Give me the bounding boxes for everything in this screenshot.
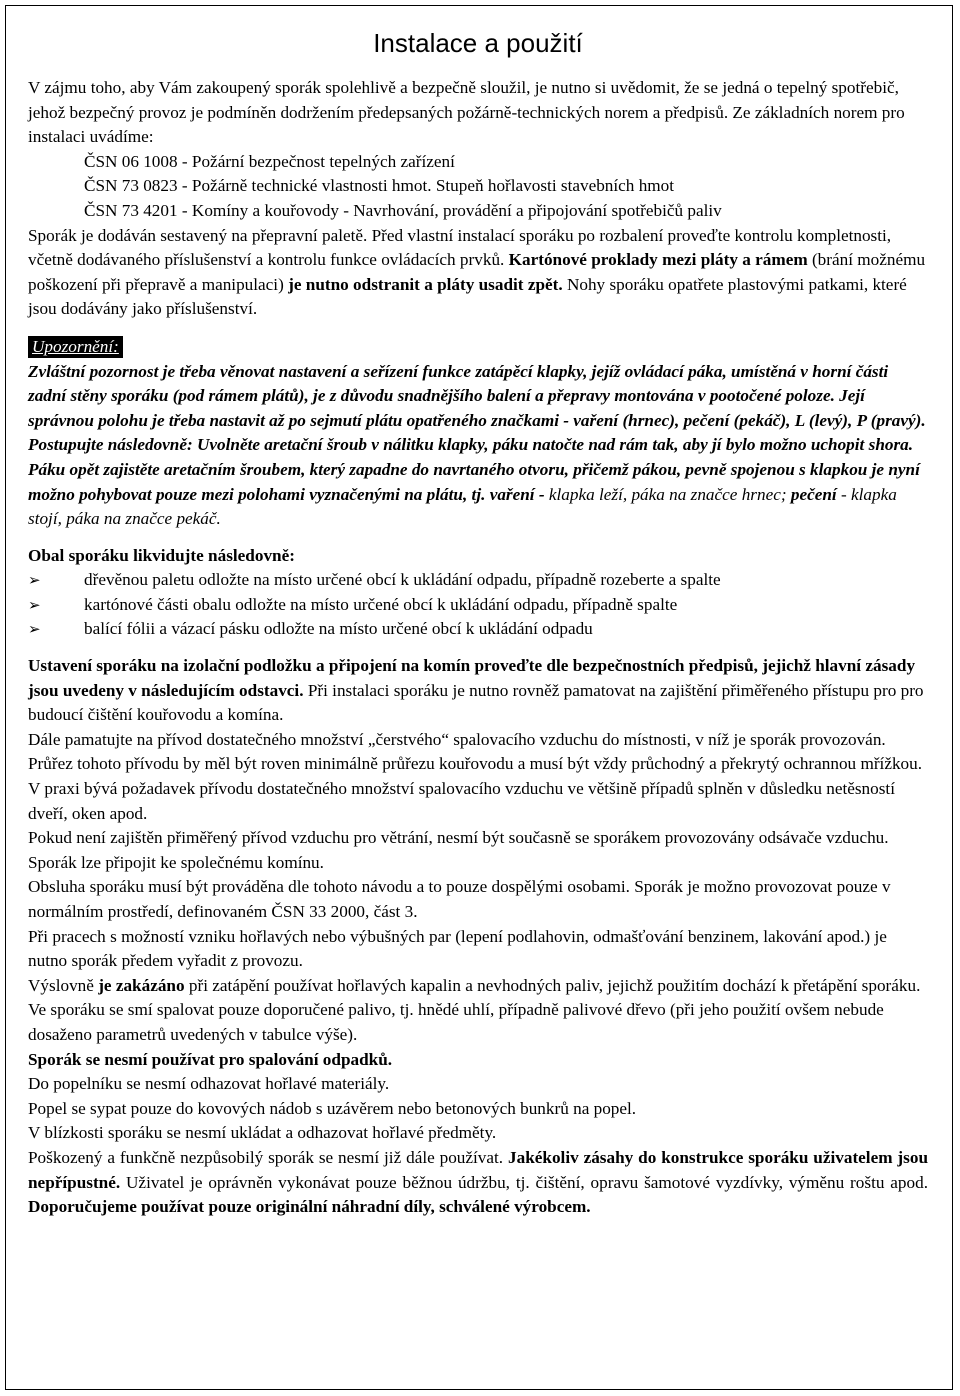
list-item-text: kartónové části obalu odložte na místo určené obcí k ukládání odpadu, případně spalte — [84, 594, 678, 614]
forbidden-text: při zatápění používat hořlavých kapalin a nevhodných paliv, jejichž použitím dochází k přetápění sporáku. — [184, 975, 921, 995]
delivery-text: Nohy sporáku opatřete plastovými patkami, které jsou dodávány jako příslušenství. — [28, 274, 907, 319]
operation-paragraph: Obsluha sporáku musí být prováděna dle tohoto návodu a to pouze dospělými osobami. Sporák je možno provozovat pouze v normálním prostředí, definovaném ČSN 33 2000, část 3. — [28, 877, 891, 921]
delivery-text: (brání možnému poškození při přepravě a manipulaci) — [28, 250, 926, 294]
forbidden-paragraph — [28, 974, 928, 999]
installation-lead — [28, 654, 928, 728]
vapors-paragraph: Při pracech s možností vzniku hořlavých nebo výbušných par (lepení podlahovin, odmašťování benzinem, lakování apod.) je nutno sporák předem vyřadit z provozu. — [28, 926, 887, 971]
page-title: Instalace a použití — [373, 28, 583, 58]
warning-text: klapka leží, páka na značce hrnec; — [544, 484, 791, 504]
intro-paragraph: V zájmu toho, aby Vám zakoupený sporák spolehlivě a bezpečně sloužil, je nutno si uvědomit, že se jedná o tepelný spotřebič, jehož bezpečný provoz je podmíněn dodržením předepsaných požárně-technických norem a předpisů. Ze základních norem pro instalaci uvádíme: — [28, 78, 905, 147]
installation-lead-text: Při instalaci sporáku je nutno rovněž pamatovat na zajištění přiměřeného přístupu pro pro budoucí čištění kouřovodu a komína. — [28, 680, 924, 725]
final-text: Poškozený a funkčně nezpůsobilý sporák se nesmí již dále používat. — [28, 1147, 509, 1167]
delivery-paragraph — [28, 224, 928, 322]
warning-text: Zvláštní pozornost je třeba věnovat nastavení a seřízení funkce zatápěcí klapky, jejíž ovládací páka, umístěná v horní části zadní stěny sporáku (pod rámem plátů), je z důvodu snadnějšího balení a přepravy montována v pootočené poloze. Její správnou polohu je třeba nastavit až po sejmutí plátu opatřeného značkami - vaření (hrnec), pečení (pekáč), L (levý), P (pravý). Postupujte následovně: Uvolněte aretační šroub v nálitku klapky, páku natočte nad rám tak, aby jí bylo možno uchopit shora. Páku opět zajistěte aretačním šroubem, který zapadne do navrtaného otvoru, přičemž pákou, pevně spojenou s klapkou je nyní možno pohybovat pouze mezi polohami vyznačenými na plátu, tj. vaření - — [28, 361, 926, 504]
list-item-text: balící fólii a vázací pásku odložte na místo určené obcí k ukládání odpadu — [84, 619, 593, 639]
forbidden-text: Výslovně — [28, 975, 99, 995]
delivery-bold: je nutno odstranit a pláty usadit zpět. — [288, 274, 563, 294]
final-text: Uživatel je oprávněn vykonávat pouze běžnou údržbu, tj. čištění, opravu šamotové vyzdívky, výměnu roštu apod. — [120, 1172, 928, 1192]
arrowhead-bullet-icon: ➢ — [28, 595, 41, 614]
warning-paragraph — [28, 360, 928, 532]
ashpan-paragraph: Do popelníku se nesmí odhazovat hořlavé materiály. — [28, 1074, 390, 1094]
final-bold: Doporučujeme používat pouze originální náhradní díly, schválené výrobcem. — [28, 1197, 591, 1217]
packaging-heading — [28, 544, 928, 569]
list-item — [28, 617, 928, 642]
norm-line: ČSN 73 0823 - Požárně technické vlastnosti hmot. Stupeň hořlavosti stavebních hmot — [84, 176, 675, 196]
chimney-paragraph: Sporák lze připojit ke společnému komínu. — [28, 852, 324, 872]
waste-bold: Sporák se nesmí používat pro spalování odpadků. — [28, 1049, 393, 1069]
norm-line: ČSN 06 1008 - Požární bezpečnost tepelných zařízení — [84, 151, 455, 171]
packaging-heading-text: Obal sporáku likvidujte následovně: — [28, 545, 295, 565]
list-item — [28, 568, 928, 593]
nearby-paragraph: V blízkosti sporáku se nesmí ukládat a odhazovat hořlavé předměty. — [28, 1123, 497, 1143]
norm-line: ČSN 73 4201 - Komíny a kouřovody - Navrhování, provádění a připojování spotřebičů paliv — [84, 200, 722, 220]
warning-label: Upozornění: — [28, 336, 123, 358]
warning-text: - klapka stojí, páka na značce pekáč. — [28, 484, 897, 529]
list-item-text: dřevěnou paletu odložte na místo určené obcí k ukládání odpadu, případně rozeberte a spalte — [84, 570, 721, 590]
arrowhead-bullet-icon: ➢ — [28, 620, 41, 639]
air-supply-paragraph: Dále pamatujte na přívod dostatečného množství „čerstvého“ spalovacího vzduchu do místnosti, v níž je sporák provozován. Průřez tohoto přívodu by měl být roven minimálně průřezu kouřovodu a musí být vždy průchodný a překrytý ochrannou mřížkou. V praxi bývá požadavek přívodu dostatečného množství spalovacího vzduchu ve většině případů splněn v důsledku netěsností dveří, oken apod. — [28, 729, 923, 823]
installation-lead-bold: Ustavení sporáku na izolační podložku a připojení na komín proveďte dle bezpečnostních předpisů, jejichž hlavní zásady jsou uvedeny v následujícím odstavci. — [28, 656, 916, 700]
final-paragraph — [28, 1146, 928, 1220]
list-item — [28, 593, 928, 618]
delivery-bold: Kartónové proklady mezi pláty a rámem — [508, 250, 808, 270]
final-bold: Jakékoliv zásahy do konstrukce sporáku uživatelem jsou nepřípustné. — [28, 1147, 928, 1192]
hood-paragraph: Pokud není zajištěn přiměřený přívod vzduchu pro větrání, nesmí být současně se sporákem provozovány odsávače vzduchu. — [28, 828, 889, 848]
arrowhead-bullet-icon: ➢ — [28, 571, 41, 590]
warning-text: pečení — [790, 484, 837, 504]
ash-paragraph: Popel se sypat pouze do kovových nádob s uzávěrem nebo betonových bunkrů na popel. — [28, 1098, 637, 1118]
packaging-list — [28, 568, 928, 642]
delivery-text: Sporák je dodáván sestavený na přepravní paletě. Před vlastní instalací sporáku po rozbalení proveďte kontrolu kompletnosti, včetně dodávaného příslušenství a kontrolu funkce ovládacích prvků. — [28, 225, 892, 270]
waste-paragraph — [28, 1048, 928, 1073]
document-body — [28, 20, 928, 1220]
forbidden-bold: je zakázáno — [98, 975, 185, 995]
fuel-paragraph: Ve sporáku se smí spalovat pouze doporučené palivo, tj. hnědé uhlí, případně palivové dřevo (při jeho použití ovšem nebude dosaženo parametrů uvedených v tabulce výše). — [28, 1000, 884, 1044]
